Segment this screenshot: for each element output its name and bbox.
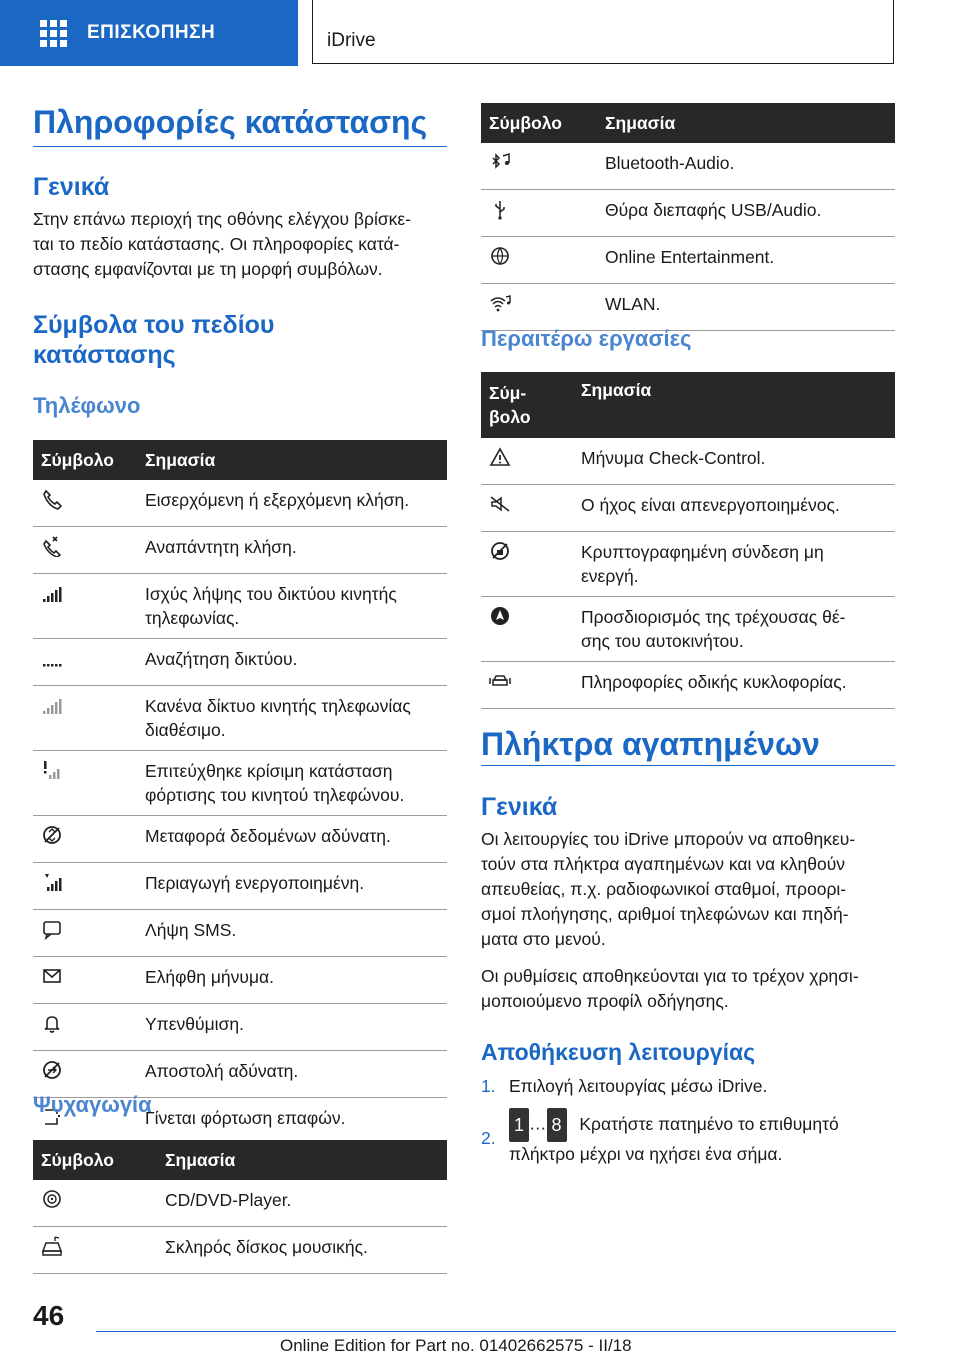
- entertainment-heading: Ψυχαγωγία: [33, 1092, 152, 1117]
- step-text: 1 … 8 Κρατήστε πατημένο το επιθυμητό πλήκτρο μέχρι να ηχήσει ένα σήμα.: [509, 1108, 899, 1167]
- table-row: [481, 190, 895, 237]
- meaning-text: Επιτεύχθηκε κρίσιμη κατάσταση: [145, 761, 393, 781]
- col-symbol-header: Σύμβολο: [33, 1140, 165, 1180]
- meaning-text: Προσδιορισμός της τρέχουσας θέ-: [581, 607, 846, 627]
- symbol-cell: [33, 639, 145, 686]
- missed-call-icon: [41, 535, 63, 557]
- favorite-key-8-icon: 8: [547, 1108, 567, 1142]
- meaning-text: διαθέσιμο.: [145, 720, 226, 740]
- table-row: [33, 686, 447, 751]
- meaning-cell: [145, 816, 447, 863]
- step-number: 2.: [481, 1128, 496, 1148]
- roaming-icon: [41, 871, 63, 893]
- meaning-cell: [145, 686, 447, 751]
- phone-symbols-table: [33, 440, 447, 1145]
- table-row: [481, 284, 895, 331]
- meaning-text: Περιαγωγή ενεργοποιημένη.: [145, 873, 365, 893]
- table-row: [33, 1051, 447, 1098]
- meaning-text: Κρυπτογραφημένη σύνδεση μη: [581, 542, 824, 562]
- hard-disk-icon: [41, 1235, 63, 1257]
- symbol-cell: [33, 816, 145, 863]
- signal-strength-icon: [41, 582, 63, 604]
- table-row: [33, 480, 447, 527]
- symbol-cell: [33, 574, 145, 639]
- page-title: Πληροφορίες κατάστασης: [33, 104, 428, 140]
- symbol-cell: [33, 910, 145, 957]
- table-row: [33, 957, 447, 1004]
- meaning-cell: [145, 574, 447, 639]
- favorites-title: Πλήκτρα αγαπημένων: [481, 726, 820, 762]
- meaning-cell: [145, 527, 447, 574]
- meaning-text: Αναζήτηση δικτύου.: [145, 649, 298, 669]
- mute-icon: [489, 493, 511, 515]
- meaning-cell: [581, 662, 895, 709]
- table-row: [481, 662, 895, 709]
- usb-icon: [489, 198, 511, 220]
- symbol-cell: [481, 284, 605, 331]
- meaning-cell: [581, 485, 895, 532]
- meaning-text: σης του αυτοκινήτου.: [581, 631, 744, 651]
- bell-icon: [41, 1012, 63, 1034]
- data-transfer-unavailable-icon: [41, 824, 63, 846]
- no-network-icon: [41, 694, 63, 716]
- symbol-cell: [481, 597, 581, 662]
- favorites-general-heading: Γενικά: [481, 793, 558, 821]
- status-symbols-heading: Σύμβολα του πεδίου κατάστασης: [33, 311, 275, 369]
- meaning-text: Αποστολή αδύνατη.: [145, 1061, 299, 1081]
- meaning-text: τηλεφωνίας.: [145, 608, 240, 628]
- traffic-info-icon: [489, 670, 511, 692]
- meaning-text: Ισχύς λήψης του δικτύου κινητής: [145, 584, 397, 604]
- further-tasks-heading: Περαιτέρω εργασίες: [481, 326, 692, 351]
- wlan-icon: [489, 292, 511, 314]
- step-number: 1.: [481, 1076, 496, 1096]
- table-row: [33, 751, 447, 816]
- general-text: Στην επάνω περιοχή της οθόνης ελέγχου βρίσκε- ται το πεδίο κατάστασης. Οι πληροφορίες κατά- στασης εμφανίζονται με τη μορφή συμβόλων.: [33, 209, 412, 279]
- table-row: [33, 1004, 447, 1051]
- meaning-text: CD/DVD-Player.: [165, 1190, 292, 1210]
- table-row: [481, 532, 895, 597]
- meaning-text: WLAN.: [605, 294, 661, 314]
- favorites-text-2: Οι ρυθμίσεις αποθηκεύονται για το τρέχον χρησι- μοποιούμενο προφίλ οδήγησης.: [481, 966, 859, 1011]
- meaning-text: Θύρα διεπαφής USB/Audio.: [605, 200, 822, 220]
- meaning-text: Λήψη SMS.: [145, 920, 237, 940]
- meaning-text: Σκληρός δίσκος μουσικής.: [165, 1237, 368, 1257]
- meaning-cell: [145, 751, 447, 816]
- top-navigation: [0, 0, 960, 66]
- grid-menu-icon: [40, 20, 67, 47]
- footer-rule: [96, 1331, 896, 1332]
- meaning-cell: [145, 910, 447, 957]
- col-symbol-header: Σύμβολο: [33, 440, 145, 480]
- favorites-rule: [481, 765, 895, 766]
- col-meaning-header: Σημασία: [165, 1140, 447, 1180]
- meaning-cell: [145, 480, 447, 527]
- further-tasks-table: [481, 372, 895, 709]
- symbol-cell: [33, 1227, 165, 1274]
- table-row: [481, 237, 895, 284]
- phone-call-icon: [41, 488, 63, 510]
- general-heading: Γενικά: [33, 173, 110, 201]
- symbol-cell: [481, 190, 605, 237]
- table-row: [33, 1180, 447, 1227]
- meaning-cell: [145, 639, 447, 686]
- symbol-cell: [33, 480, 145, 527]
- meaning-text: Online Entertainment.: [605, 247, 775, 267]
- meaning-text: φόρτισης του κινητού τηλεφώνου.: [145, 785, 405, 805]
- symbol-cell: [33, 957, 145, 1004]
- meaning-text: Υπενθύμιση.: [145, 1014, 244, 1034]
- meaning-cell: [581, 438, 895, 485]
- symbol-cell: [481, 662, 581, 709]
- table-row: [481, 438, 895, 485]
- table-row: [481, 143, 895, 190]
- meaning-text: Μεταφορά δεδομένων αδύνατη.: [145, 826, 391, 846]
- symbol-cell: [481, 237, 605, 284]
- bluetooth-audio-icon: [489, 151, 511, 173]
- favorites-text-1: Οι λειτουργίες του iDrive μπορούν να αποθηκευ- τούν στα πλήκτρα αγαπημένων και να κληθούν απευθείας, π.χ. ραδιοφωνικοί σταθμοί, προορι- σμοί πλοήγησης, αριθμοί τηλεφώνων και πηδή- ματα στο μενού.: [481, 829, 856, 949]
- cd-icon: [41, 1188, 63, 1210]
- tab-overview[interactable]: [0, 0, 298, 66]
- encryption-off-icon: [489, 540, 511, 562]
- symbol-cell: [33, 1004, 145, 1051]
- meaning-text: Εισερχόμενη ή εξερχόμενη κλήση.: [145, 490, 410, 510]
- table-row: [33, 639, 447, 686]
- col-symbol-header: Σύμβολο: [481, 103, 605, 143]
- table-row: [481, 597, 895, 662]
- meaning-text: ενεργή.: [581, 566, 639, 586]
- meaning-cell: [145, 1004, 447, 1051]
- mail-icon: [41, 965, 63, 987]
- ellipsis: …: [529, 1113, 547, 1134]
- favorite-key-1-icon: 1: [509, 1108, 529, 1142]
- meaning-text: Ελήφθη μήνυμα.: [145, 967, 275, 987]
- table-row: [33, 574, 447, 639]
- meaning-text: Bluetooth-Audio.: [605, 153, 735, 173]
- meaning-cell: [581, 597, 895, 662]
- title-rule: [33, 146, 447, 147]
- meaning-cell: [145, 957, 447, 1004]
- col-meaning-header: Σημασία: [145, 440, 447, 480]
- symbol-cell: [33, 527, 145, 574]
- symbol-cell: [481, 143, 605, 190]
- meaning-text: Μήνυμα Check-Control.: [581, 448, 766, 468]
- symbol-cell: [33, 686, 145, 751]
- meaning-text: Κανένα δίκτυο κινητής τηλεφωνίας: [145, 696, 411, 716]
- symbol-cell: [481, 532, 581, 597]
- col-meaning-header: Σημασία: [581, 372, 895, 438]
- meaning-cell: [605, 284, 895, 331]
- entertainment-symbols-table: [33, 1140, 447, 1274]
- meaning-cell: [145, 863, 447, 910]
- meaning-cell: [165, 1227, 447, 1274]
- col-meaning-header: Σημασία: [605, 103, 895, 143]
- tab-overview-label: ΕΠΙΣΚΟΠΗΣΗ: [87, 22, 216, 43]
- symbol-cell: [33, 863, 145, 910]
- meaning-cell: [581, 532, 895, 597]
- meaning-text: Αναπάντητη κλήση.: [145, 537, 297, 557]
- symbol-cell: [33, 1051, 145, 1098]
- symbol-cell: [33, 1180, 165, 1227]
- meaning-cell: [165, 1180, 447, 1227]
- edition-footer: Online Edition for Part no. 01402662575 - II/18: [280, 1336, 632, 1355]
- meaning-text: Γίνεται φόρτωση επαφών.: [145, 1108, 346, 1128]
- meaning-cell: [145, 1098, 447, 1145]
- online-entertainment-icon: [489, 245, 511, 267]
- send-unavailable-icon: [41, 1059, 63, 1081]
- meaning-text: Πληροφορίες οδικής κυκλοφορίας.: [581, 672, 847, 692]
- location-icon: [489, 605, 511, 627]
- meaning-cell: [605, 190, 895, 237]
- warning-icon: [489, 446, 511, 468]
- meaning-cell: [605, 143, 895, 190]
- sms-icon: [41, 918, 63, 940]
- step-text: Επιλογή λειτουργίας μέσω iDrive.: [509, 1076, 768, 1096]
- symbol-cell: [481, 438, 581, 485]
- table-row: [481, 485, 895, 532]
- table-row: [33, 816, 447, 863]
- table-row: [33, 910, 447, 957]
- meaning-text: Ο ήχος είναι απενεργοποιημένος.: [581, 495, 840, 515]
- symbol-cell: [481, 485, 581, 532]
- phone-heading: Τηλέφωνο: [33, 393, 141, 418]
- tab-idrive[interactable]: [312, 0, 894, 64]
- store-function-heading: Αποθήκευση λειτουργίας: [481, 1039, 756, 1065]
- tab-idrive-label: iDrive: [327, 30, 376, 51]
- entertainment-symbols-table-continued: [481, 103, 895, 331]
- page-number: 46: [33, 1300, 65, 1331]
- battery-critical-icon: [41, 759, 63, 781]
- symbol-cell: [33, 751, 145, 816]
- table-row: [33, 527, 447, 574]
- col-symbol-header: Σύμ- βολο: [481, 372, 581, 438]
- table-row: [33, 863, 447, 910]
- meaning-cell: [605, 237, 895, 284]
- table-row: [33, 1227, 447, 1274]
- meaning-cell: [145, 1051, 447, 1098]
- network-search-icon: [41, 647, 63, 669]
